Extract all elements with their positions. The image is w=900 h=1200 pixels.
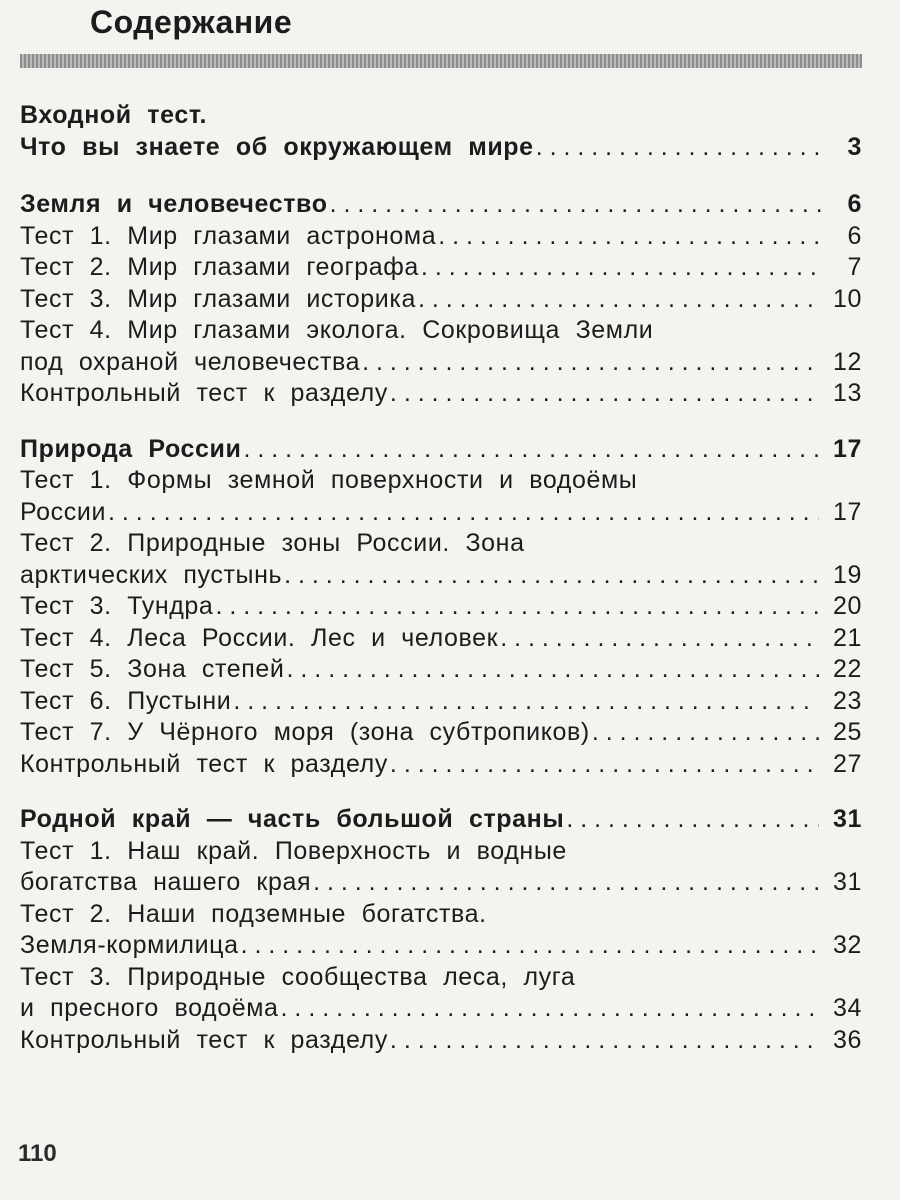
toc-entry-title: Тест 6. Пустыни [20,686,232,715]
section-heading-text: Что вы знаете об окружающем мире [20,132,534,161]
toc-entry-title: Тест 2. Мир глазами географа [20,253,419,281]
page-ref: 10 [832,284,862,313]
page-title: Содержание [90,4,293,40]
dot-leader [313,867,819,899]
toc-entry[interactable] [20,591,862,623]
toc-entry-title: богатства нашего края [20,868,312,896]
toc-entry-title: Тест 3. Тундра [20,592,214,620]
dot-leader [438,221,822,253]
dot-leader [330,189,822,221]
page-ref: 21 [832,623,862,652]
toc-entry-title: Контрольный тест к разделу [20,379,388,407]
dot-leader [536,132,822,164]
page-ref: 17 [832,497,862,526]
dot-leader [362,347,819,379]
dot-leader [108,497,819,529]
toc-entry-title: Контрольный тест к разделу [20,749,388,778]
page-ref: 22 [832,655,862,683]
toc-entry[interactable] [20,836,862,899]
page-ref: 32 [832,931,862,959]
section-heading[interactable] [20,804,862,836]
table-of-contents [20,100,862,1080]
toc-entry[interactable] [20,315,862,378]
toc-entry-title: Тест 2. Природные зоны России. Зона [20,529,525,557]
toc-entry-title: Тест 1. Формы земной поверхности и водоёмы [20,466,638,494]
toc-entry[interactable] [20,221,862,253]
toc-entry-title: Тест 1. Наш край. Поверхность и водные [20,836,567,865]
section-heading-text: Родной край — часть большой страны [20,805,565,833]
toc-entry-title: Земля-кормилица [20,931,239,959]
toc-entry[interactable] [20,749,862,781]
toc-entry-title: Тест 4. Мир глазами эколога. Сокровища Земли [20,316,654,344]
section-heading-text: Входной тест. [20,101,208,129]
page-ref: 31 [832,805,862,833]
page-ref: 6 [847,221,862,250]
dot-leader [233,686,819,718]
dot-leader [390,749,819,781]
page-ref: 27 [832,749,862,778]
toc-entry-title: Тест 2. Наши подземные богатства. [20,899,487,928]
toc-entry[interactable] [20,899,862,962]
toc-entry[interactable] [20,654,862,686]
page-ref: 25 [832,718,862,746]
title-underline-bar [20,54,862,68]
toc-entry[interactable] [20,686,862,718]
dot-leader [241,930,819,962]
toc-entry-title: Тест 7. У Чёрного моря (зона субтропиков) [20,718,590,746]
toc-entry-title: Тест 1. Мир глазами астронома [20,221,437,250]
toc-entry-title: Тест 3. Мир глазами историка [20,284,416,313]
toc-entry-title: Тест 3. Природные сообщества леса, луга [20,962,576,991]
dot-leader [215,591,819,623]
dot-leader [390,1025,819,1057]
section-heading-text: Земля и человечество [20,190,328,218]
toc-entry-title: арктических пустынь [20,560,283,589]
dot-leader [592,717,819,749]
dot-leader [281,993,819,1025]
toc-entry[interactable] [20,378,862,410]
page-ref: 12 [832,347,862,376]
toc-entry-title: Тест 5. Зона степей [20,655,285,683]
section-heading-text: Природа России [20,434,242,463]
page-ref: 7 [847,253,862,281]
toc-entry-title: Контрольный тест к разделу [20,1025,388,1054]
section-heading[interactable] [20,189,862,221]
toc-section [20,189,862,410]
dot-leader [287,654,819,686]
page-ref: 3 [847,132,862,161]
page-ref: 20 [832,592,862,620]
dot-leader [566,804,819,836]
dot-leader [500,623,819,655]
page-ref: 31 [832,868,862,896]
dot-leader [243,434,819,466]
section-heading[interactable] [20,434,862,466]
toc-entry[interactable] [20,252,862,284]
dot-leader [390,378,819,410]
toc-entry[interactable] [20,1025,862,1057]
page-ref: 6 [847,190,862,218]
page-ref: 23 [832,686,862,715]
toc-entry-title: и пресного водоёма [20,994,279,1022]
toc-entry[interactable] [20,528,862,591]
section-heading[interactable] [20,100,862,163]
dot-leader [284,560,819,592]
toc-entry[interactable] [20,284,862,316]
page-ref: 13 [832,379,862,407]
dot-leader [418,284,819,316]
toc-section [20,804,862,1056]
page-ref: 36 [832,1025,862,1054]
toc-entry[interactable] [20,962,862,1025]
toc-entry-title: Тест 4. Леса России. Лес и человек [20,623,499,652]
page-ref: 17 [832,434,862,463]
page-ref: 19 [832,560,862,589]
toc-entry[interactable] [20,465,862,528]
toc-entry-title: под охраной человечества [20,347,361,376]
toc-section [20,100,862,163]
toc-section [20,434,862,781]
page-ref: 34 [832,994,862,1022]
dot-leader [421,252,822,284]
page-number: 110 [18,1140,57,1167]
toc-entry[interactable] [20,717,862,749]
toc-entry[interactable] [20,623,862,655]
toc-entry-title: России [20,497,107,526]
